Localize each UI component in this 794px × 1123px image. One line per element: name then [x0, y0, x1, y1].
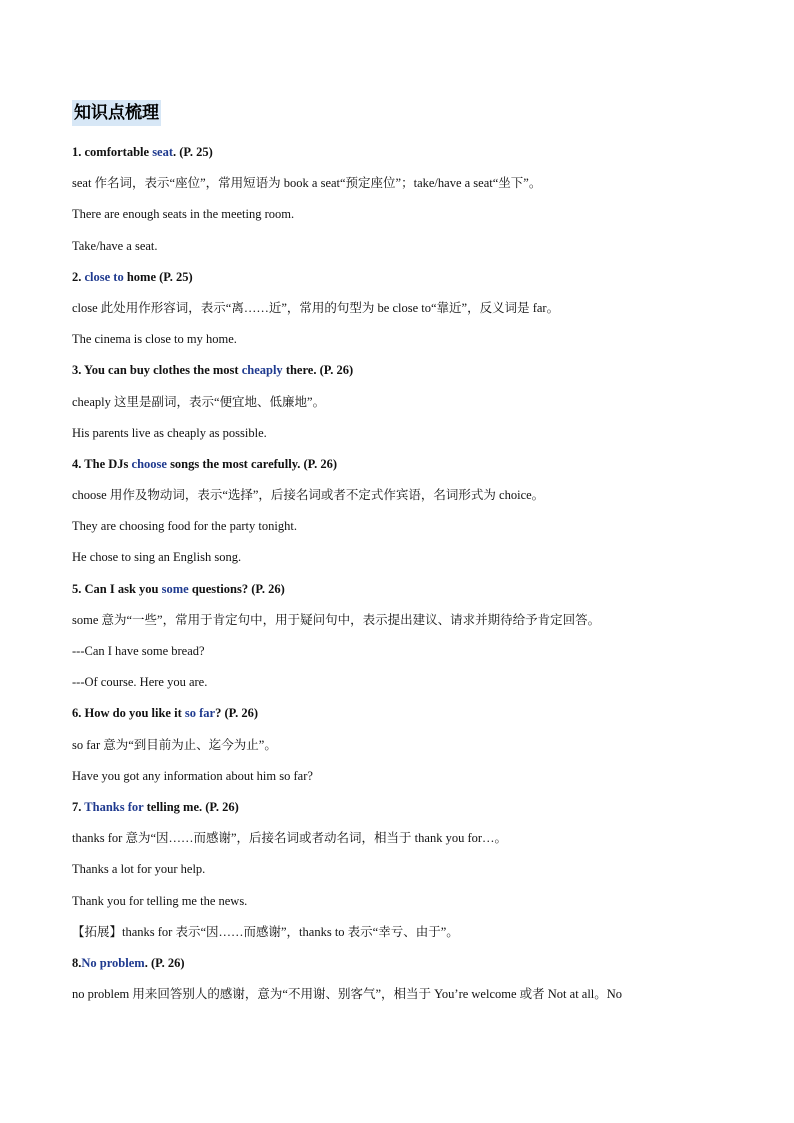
- point-heading-7: [72, 799, 722, 815]
- point-explanation: cheaply 这里是副词，表示“便宜地、低廉地”。: [72, 394, 326, 409]
- heading-text: The DJs: [84, 456, 132, 471]
- content-body: [72, 144, 722, 1002]
- example-sentence: ---Of course. Here you are.: [72, 675, 208, 690]
- example-sentence: He chose to sing an English song.: [72, 550, 242, 565]
- section-title: 知识点梳理: [72, 100, 161, 126]
- point-heading-5: [72, 581, 722, 597]
- point-explanation: so far 意为“到目前为止、迄今为止”。: [72, 737, 277, 752]
- point-explanation: no problem 用来回答别人的感谢，意为“不用谢、别客气”，相当于 You’re welcome 或者 Not at all。No: [72, 987, 623, 1002]
- point-explanation: some 意为“一些”，常用于肯定句中，用于疑问句中，表示提出建议、请求并期待给予肯定回答。: [72, 612, 601, 627]
- example-sentence: His parents live as cheaply as possible.: [72, 425, 267, 440]
- keyword: close to: [84, 269, 124, 284]
- point-explanation: thanks for 意为“因……而感谢”，后接名词或者动名词，相当于 thank you for…。: [72, 831, 508, 846]
- point-number: 1.: [72, 145, 85, 159]
- point-heading-8: [72, 955, 722, 971]
- point-explanation: choose 用作及物动词，表示“选择”，后接名词或者不定式作宾语，名词形式为 choice。: [72, 488, 545, 503]
- keyword: choose: [131, 456, 167, 471]
- keyword: cheaply: [241, 363, 283, 378]
- keyword: some: [161, 581, 189, 596]
- point-explanation: seat 作名词，表示“座位”，常用短语为 book a seat“预定座位”；take/have a seat“坐下”。: [72, 176, 542, 191]
- point-number: 8.: [72, 955, 82, 970]
- point-heading-2: [72, 269, 722, 285]
- example-sentence: The cinema is close to my home.: [72, 332, 237, 347]
- point-heading-6: [72, 705, 722, 721]
- keyword: so far: [184, 706, 216, 721]
- point-heading-4: [72, 456, 722, 472]
- point-number: 5.: [72, 581, 85, 596]
- point-number: 2.: [72, 269, 85, 284]
- keyword: seat: [152, 145, 174, 159]
- heading-text: Can I ask you: [84, 581, 162, 596]
- point-number: 4.: [72, 456, 85, 471]
- point-number: 3.: [72, 363, 85, 378]
- heading-text: ? (P. 26): [215, 706, 259, 721]
- document-page: [72, 100, 722, 1017]
- example-sentence: Take/have a seat.: [72, 238, 158, 253]
- example-sentence: There are enough seats in the meeting room.: [72, 207, 295, 222]
- example-sentence: They are choosing food for the party tonight.: [72, 519, 297, 534]
- heading-text: comfortable: [84, 145, 153, 159]
- heading-text: songs the most carefully. (P. 26): [166, 456, 338, 471]
- point-number: 6.: [72, 706, 85, 721]
- point-explanation: close 此处用作形容词，表示“离……近”，常用的句型为 be close to“靠近”，反义词是 far。: [72, 300, 560, 315]
- heading-text: . (P. 26): [144, 955, 185, 970]
- example-sentence: ---Can I have some bread?: [72, 644, 205, 658]
- heading-text: telling me. (P. 26): [143, 799, 239, 814]
- keyword: No problem: [81, 955, 145, 970]
- example-sentence: Thank you for telling me the news.: [72, 893, 248, 908]
- example-sentence: Have you got any information about him so far?: [72, 768, 313, 783]
- heading-text: How do you like it: [84, 706, 185, 721]
- heading-text: . (P. 25): [173, 145, 213, 159]
- point-number: 7.: [72, 799, 85, 814]
- example-sentence: 【拓展】thanks for 表示“因……而感谢”，thanks to 表示“幸亏、由于”。: [72, 924, 459, 939]
- heading-text: home (P. 25): [123, 269, 193, 284]
- heading-text: You can buy clothes the most: [84, 363, 242, 378]
- heading-text: questions? (P. 26): [188, 581, 285, 596]
- point-heading-3: [72, 362, 722, 378]
- example-sentence: Thanks a lot for your help.: [72, 862, 206, 877]
- heading-text: there. (P. 26): [282, 363, 354, 378]
- keyword: Thanks for: [84, 799, 144, 814]
- point-heading-1: [72, 144, 722, 160]
